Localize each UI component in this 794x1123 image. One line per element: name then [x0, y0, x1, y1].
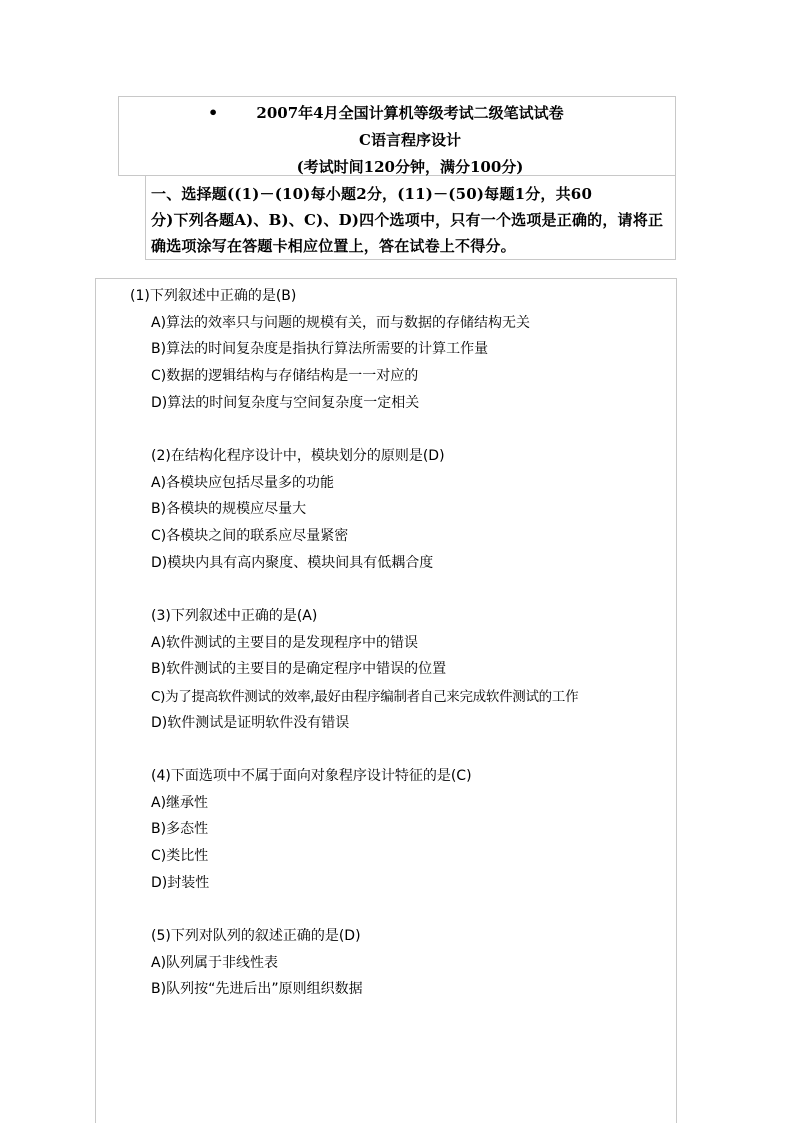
- option-text: B)算法的时间复杂度是指执行算法所需要的计算工作量: [151, 341, 489, 357]
- option-text: B)队列按“先进后出”原则组织数据: [151, 981, 363, 997]
- option-text: C)各模块之间的联系应尽量紧密: [151, 528, 349, 544]
- exam-subject: C语言程序设计: [359, 131, 461, 149]
- question-text: (4)下面选项中不属于面向对象程序设计特征的是(C): [151, 768, 472, 784]
- question-text: (5)下列对队列的叙述正确的是(D): [151, 928, 361, 944]
- option-text: B)多态性: [151, 821, 209, 837]
- option-text: D)软件测试是证明软件没有错误: [151, 715, 350, 731]
- option-text: D)封装性: [151, 875, 210, 891]
- option-text: C)类比性: [151, 848, 209, 864]
- option-text: D)模块内具有高内聚度、模块间具有低耦合度: [151, 555, 434, 571]
- instructions-line: 一、选择题((1)－(10)每小题2分，(11)－(50)每题1分，共60: [151, 185, 593, 203]
- instructions-line: 分)下列各题A)、B)、C)、D)四个选项中，只有一个选项是正确的，请将正: [151, 211, 664, 229]
- question-text: (3)下列叙述中正确的是(A): [151, 608, 318, 624]
- option-text: B)各模块的规模应尽量大: [151, 501, 307, 517]
- option-text: A)软件测试的主要目的是发现程序中的错误: [151, 635, 419, 651]
- bullet-icon: •: [208, 103, 219, 122]
- option-text: C)为了提高软件测试的效率,最好由程序编制者自己来完成软件测试的工作: [151, 689, 579, 705]
- exam-title: 2007年4月全国计算机等级考试二级笔试试卷: [256, 104, 564, 122]
- instructions-line: 确选项涂写在答题卡相应位置上，答在试卷上不得分。: [151, 237, 516, 255]
- option-text: A)继承性: [151, 795, 209, 811]
- option-text: A)队列属于非线性表: [151, 955, 279, 971]
- question-text: (2)在结构化程序设计中，模块划分的原则是(D): [151, 448, 445, 464]
- option-text: D)算法的时间复杂度与空间复杂度一定相关: [151, 395, 420, 411]
- instructions-box: [145, 176, 676, 260]
- option-text: C)数据的逻辑结构与存储结构是一一对应的: [151, 368, 419, 384]
- option-text: A)各模块应包括尽量多的功能: [151, 475, 335, 491]
- option-text: B)软件测试的主要目的是确定程序中错误的位置: [151, 661, 447, 677]
- option-text: A)算法的效率只与问题的规模有关，而与数据的存储结构无关: [151, 315, 531, 331]
- question-text: (1)下列叙述中正确的是(B): [130, 288, 297, 304]
- exam-info: (考试时间120分钟，满分100分): [296, 158, 524, 176]
